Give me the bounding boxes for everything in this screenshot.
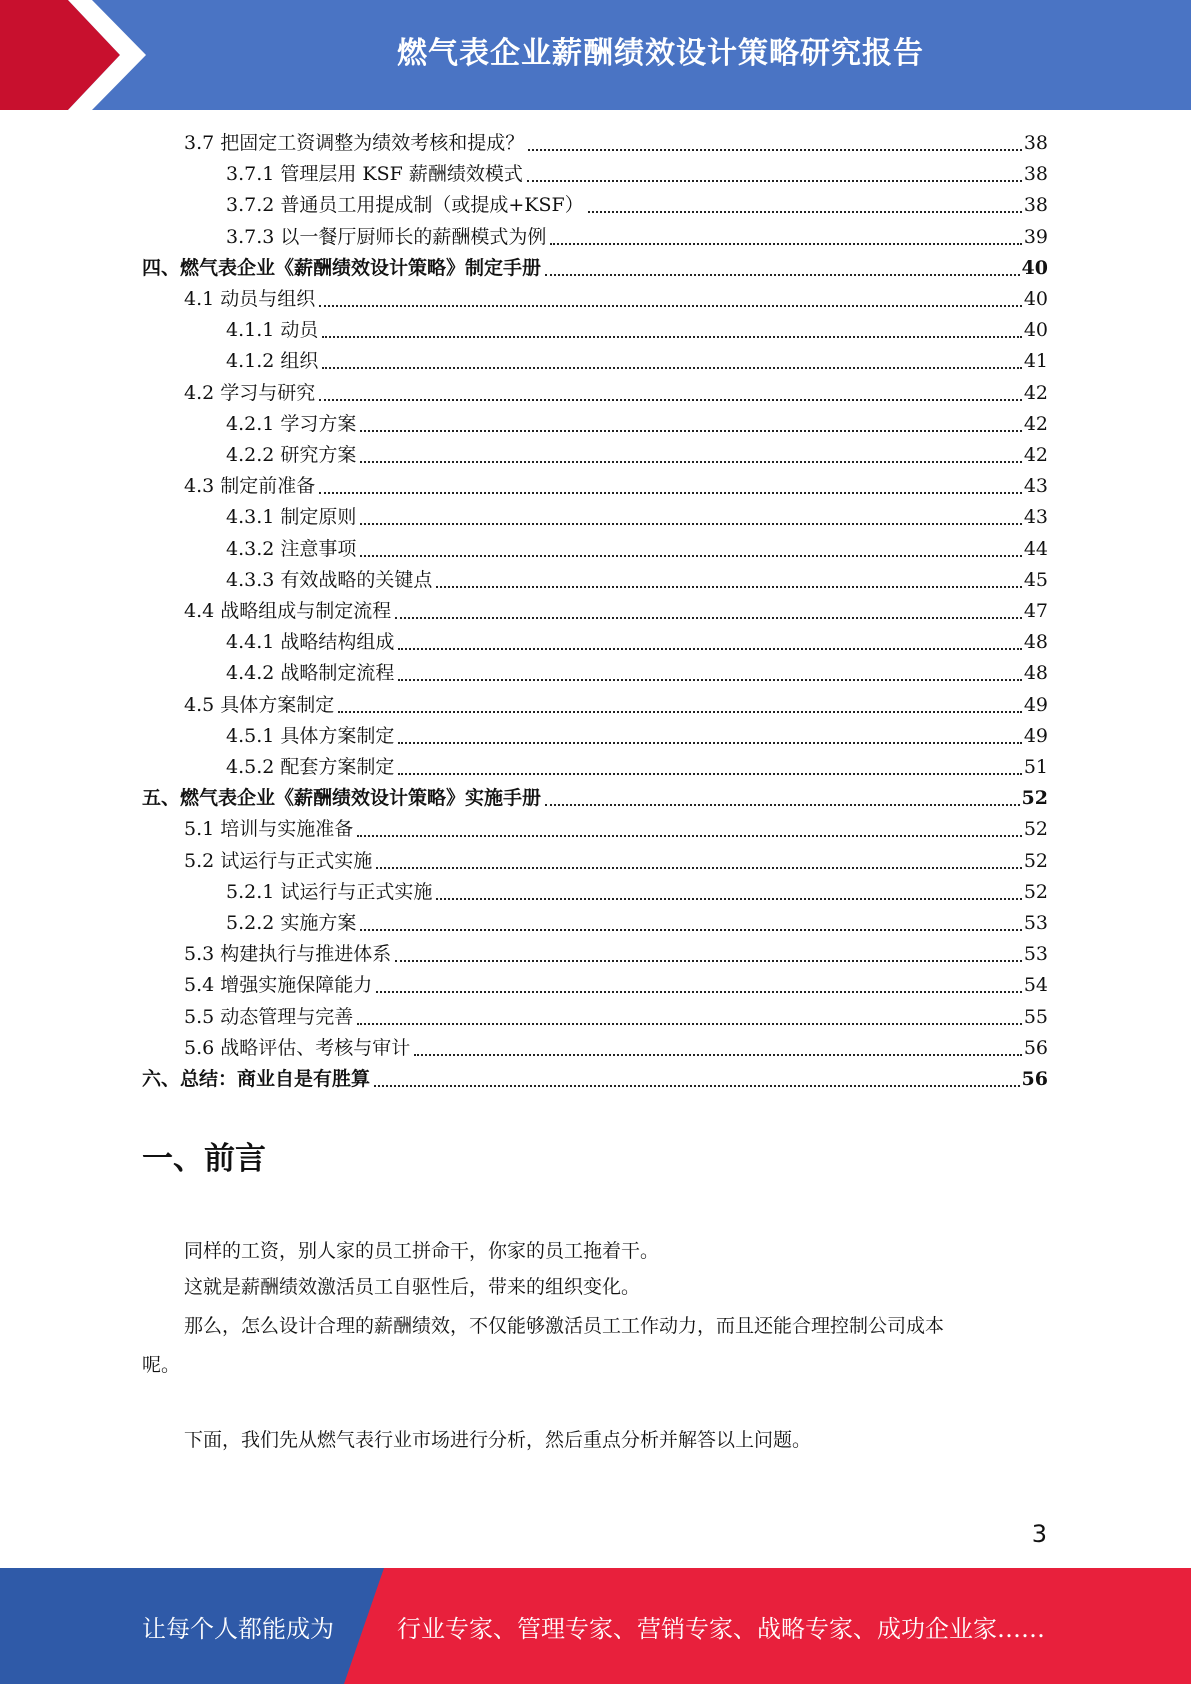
toc-leader-dots <box>374 1085 1020 1087</box>
toc-entry[interactable] <box>142 783 1048 814</box>
toc-leader-dots <box>322 367 1021 369</box>
toc-entry-title: 四、燃气表企业《薪酬绩效设计策略》制定手册 <box>142 256 542 279</box>
toc-entry-page: 53 <box>1023 912 1048 934</box>
toc-entry-title: 4.1 动员与组织 <box>184 288 316 310</box>
document-title: 燃气表企业薪酬绩效设计策略研究报告 <box>397 36 924 71</box>
toc-leader-dots <box>398 648 1021 650</box>
toc-entry[interactable] <box>226 502 1048 533</box>
toc-entry-page: 49 <box>1023 693 1048 716</box>
toc-entry[interactable] <box>184 939 1048 970</box>
paragraph: 下面，我们先从燃气表行业市场进行分析，然后重点分析并解答以上问题。 <box>184 1429 812 1451</box>
toc-entry[interactable] <box>184 128 1048 159</box>
toc-entry-title: 4.4.1 战略结构组成 <box>226 631 395 654</box>
toc-leader-dots <box>319 492 1022 494</box>
toc-leader-dots <box>395 617 1022 619</box>
toc-entry-page: 52 <box>1021 787 1048 810</box>
paragraph: 那么，怎么设计合理的薪酬绩效，不仅能够激活员工工作动力，而且还能合理控制公司成本 <box>184 1315 945 1337</box>
toc-leader-dots <box>360 555 1021 557</box>
toc-entry-title: 5.5 动态管理与完善 <box>184 1005 354 1028</box>
toc-entry-title: 4.1.2 组织 <box>226 350 319 373</box>
toc-entry-title: 5.2 试运行与正式实施 <box>184 849 373 872</box>
toc-entry-page: 56 <box>1021 1068 1048 1090</box>
toc-entry-title: 4.3 制定前准备 <box>184 475 316 498</box>
toc-leader-dots <box>360 523 1021 525</box>
toc-entry-page: 38 <box>1023 132 1048 154</box>
toc-entry-title: 3.7.3 以一餐厅厨师长的薪酬模式为例 <box>226 225 547 248</box>
toc-entry-title: 5.6 战略评估、考核与审计 <box>184 1036 411 1059</box>
toc-entry-page: 42 <box>1023 412 1048 435</box>
toc-entry-title: 4.4.2 战略制定流程 <box>226 662 395 685</box>
toc-entry-page: 40 <box>1023 319 1048 342</box>
footer-slogan-left: 让每个人都能成为 <box>142 1614 334 1643</box>
toc-entry-page: 43 <box>1023 475 1048 498</box>
toc-entry-page: 52 <box>1023 818 1048 841</box>
toc-entry-title: 4.4 战略组成与制定流程 <box>184 600 392 622</box>
toc-entry-title: 4.3.1 制定原则 <box>226 506 357 529</box>
toc-entry[interactable] <box>226 440 1048 471</box>
paragraph: 呢。 <box>142 1354 181 1376</box>
toc-entry[interactable] <box>226 346 1048 377</box>
toc-leader-dots <box>528 149 1022 151</box>
toc-leader-dots <box>322 336 1021 338</box>
toc-entry[interactable] <box>226 190 1048 221</box>
toc-leader-dots <box>319 399 1022 401</box>
toc-entry[interactable] <box>226 222 1048 253</box>
toc-entry-page: 44 <box>1023 537 1048 560</box>
toc-entry-page: 42 <box>1023 381 1048 404</box>
toc-entry[interactable] <box>184 284 1048 315</box>
toc-entry[interactable] <box>142 253 1048 284</box>
toc-entry-page: 47 <box>1023 600 1048 622</box>
toc-leader-dots <box>319 305 1022 307</box>
toc-entry[interactable] <box>184 471 1048 502</box>
toc-entry-page: 40 <box>1021 256 1048 279</box>
toc-entry-title: 4.2.2 研究方案 <box>226 444 357 466</box>
toc-entry-page: 55 <box>1023 1005 1048 1028</box>
toc-entry[interactable] <box>226 315 1048 346</box>
toc-entry-page: 53 <box>1023 943 1048 966</box>
toc-leader-dots <box>436 586 1021 588</box>
toc-entry-title: 5.2.1 试运行与正式实施 <box>226 880 433 903</box>
toc-entry-title: 4.2.1 学习方案 <box>226 412 357 435</box>
page-footer <box>0 1568 1191 1684</box>
page-header <box>0 0 1191 110</box>
toc-leader-dots <box>376 867 1022 869</box>
toc-entry-title: 3.7.1 管理层用 KSF 薪酬绩效模式 <box>226 163 523 186</box>
toc-entry[interactable] <box>184 1033 1048 1064</box>
toc-entry-page: 54 <box>1023 974 1048 997</box>
toc-entry[interactable] <box>226 877 1048 908</box>
paragraph: 这就是薪酬绩效激活员工自驱性后，带来的组织变化。 <box>184 1276 641 1298</box>
toc-entry-page: 49 <box>1023 724 1048 747</box>
toc-entry-page: 56 <box>1023 1036 1048 1059</box>
toc-entry-page: 41 <box>1023 350 1048 373</box>
toc-leader-dots <box>398 773 1021 775</box>
toc-entry[interactable] <box>226 721 1048 752</box>
toc-leader-dots <box>357 1023 1022 1025</box>
toc-leader-dots <box>545 274 1020 276</box>
toc-entry-page: 52 <box>1023 849 1048 872</box>
toc-entry-page: 51 <box>1023 756 1048 778</box>
toc-entry-title: 4.3.2 注意事项 <box>226 537 357 560</box>
toc-leader-dots <box>360 430 1021 432</box>
toc-entry-title: 4.2 学习与研究 <box>184 381 316 404</box>
toc-entry[interactable] <box>226 159 1048 190</box>
toc-entry-page: 38 <box>1023 194 1048 217</box>
toc-entry[interactable] <box>226 534 1048 565</box>
toc-entry-page: 38 <box>1023 163 1048 186</box>
toc-entry-title: 4.5 具体方案制定 <box>184 693 335 716</box>
toc-leader-dots <box>527 180 1022 182</box>
footer-slogan-right: 行业专家、管理专家、营销专家、战略专家、成功企业家…… <box>397 1614 1045 1643</box>
toc-entry[interactable] <box>226 752 1048 783</box>
toc-entry[interactable] <box>226 565 1048 596</box>
toc-entry-title: 六、总结：商业自是有胜算 <box>142 1068 371 1090</box>
toc-entry-title: 4.1.1 动员 <box>226 319 319 342</box>
toc-entry[interactable] <box>226 908 1048 939</box>
section-heading: 一、前言 <box>142 1141 266 1177</box>
toc-entry[interactable] <box>184 970 1048 1001</box>
toc-entry[interactable] <box>184 596 1048 627</box>
toc-entry-title: 五、燃气表企业《薪酬绩效设计策略》实施手册 <box>142 787 542 810</box>
toc-entry-page: 40 <box>1023 288 1048 310</box>
toc-entry[interactable] <box>226 409 1048 440</box>
toc-entry[interactable] <box>184 690 1048 721</box>
toc-entry-title: 4.5.2 配套方案制定 <box>226 756 395 778</box>
toc-entry-title: 5.4 增强实施保障能力 <box>184 974 373 997</box>
toc-entry-title: 5.2.2 实施方案 <box>226 912 357 934</box>
toc-leader-dots <box>398 679 1021 681</box>
toc-entry[interactable] <box>142 1064 1048 1095</box>
toc-leader-dots <box>588 211 1022 213</box>
toc-entry-page: 43 <box>1023 506 1048 529</box>
toc-entry-title: 4.5.1 具体方案制定 <box>226 724 395 747</box>
toc-leader-dots <box>395 960 1022 962</box>
toc-entry-title: 3.7.2 普通员工用提成制（或提成+KSF） <box>226 194 584 217</box>
toc-entry[interactable] <box>184 1002 1048 1033</box>
toc-entry-page: 52 <box>1023 880 1048 903</box>
page-number: 3 <box>1031 1520 1047 1548</box>
toc-entry-page: 48 <box>1023 662 1048 685</box>
toc-leader-dots <box>338 711 1022 713</box>
toc-entry[interactable] <box>184 814 1048 845</box>
toc-entry-title: 4.3.3 有效战略的关键点 <box>226 568 433 591</box>
toc-leader-dots <box>414 1054 1022 1056</box>
toc-leader-dots <box>360 929 1021 931</box>
toc-leader-dots <box>545 804 1020 806</box>
toc-leader-dots <box>376 991 1022 993</box>
toc-entry[interactable] <box>184 846 1048 877</box>
toc-entry-title: 3.7 把固定工资调整为绩效考核和提成？ <box>184 132 525 154</box>
toc-entry-title: 5.1 培训与实施准备 <box>184 818 354 841</box>
toc-entry[interactable] <box>184 378 1048 409</box>
toc-entry-title: 5.3 构建执行与推进体系 <box>184 943 392 966</box>
toc-leader-dots <box>357 835 1022 837</box>
toc-entry-page: 45 <box>1023 568 1048 591</box>
toc-entry[interactable] <box>226 627 1048 658</box>
toc-entry-page: 42 <box>1023 444 1048 466</box>
toc-leader-dots <box>550 243 1021 245</box>
toc-leader-dots <box>398 742 1021 744</box>
toc-entry[interactable] <box>226 658 1048 689</box>
paragraph: 同样的工资，别人家的员工拼命干，你家的员工拖着干。 <box>184 1240 660 1262</box>
toc-entry-page: 39 <box>1023 225 1048 248</box>
toc-leader-dots <box>436 898 1021 900</box>
toc-leader-dots <box>360 461 1021 463</box>
toc-entry-page: 48 <box>1023 631 1048 654</box>
